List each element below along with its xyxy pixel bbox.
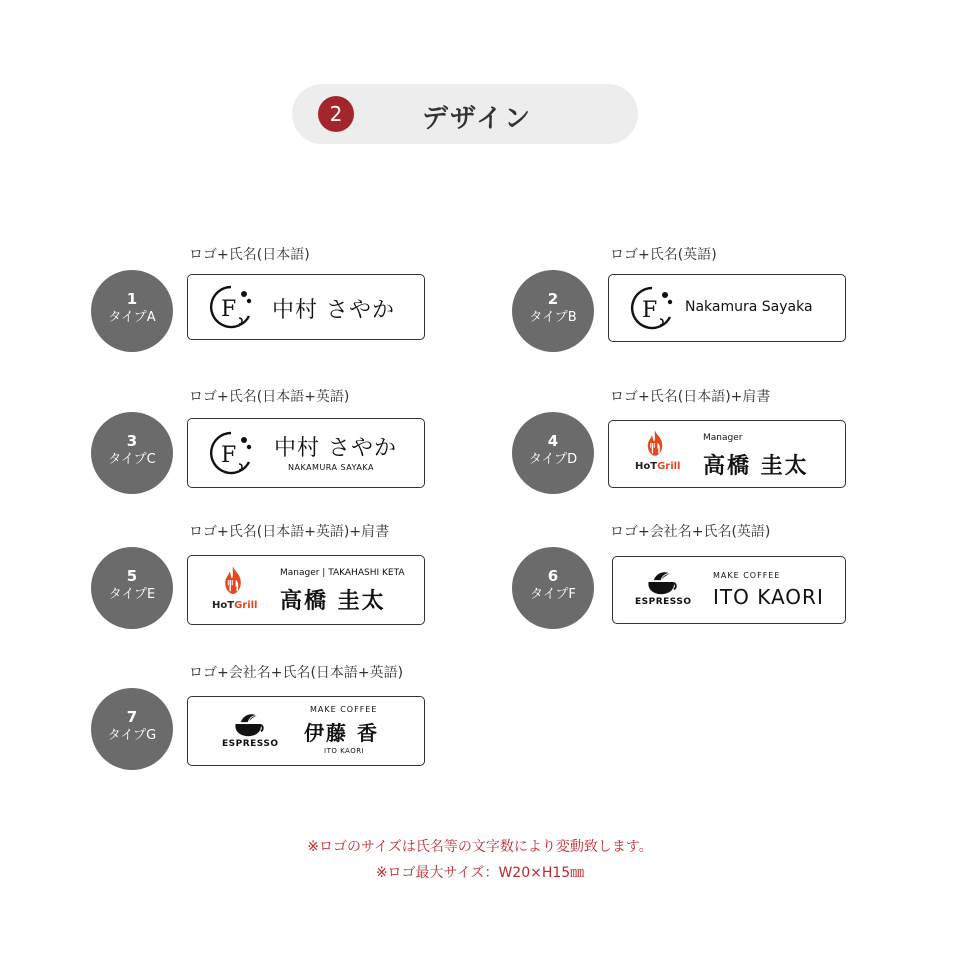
section-header <box>292 84 638 144</box>
type-number: 4 <box>547 432 559 450</box>
company-name: MAKE COFFEE <box>310 705 378 714</box>
note-logo-size-varies: ※ロゴのサイズは氏名等の文字数により変動致します。 <box>307 839 653 855</box>
type-caption: ロゴ+氏名(日本語)+肩書 <box>610 389 771 405</box>
type-label: タイプG <box>107 728 157 743</box>
name-plate <box>187 418 425 488</box>
type-number: 1 <box>126 290 138 308</box>
name-plate <box>187 696 425 766</box>
coffee-cup-logo-icon <box>230 711 270 737</box>
name-japanese: 中村 さやか <box>274 436 397 461</box>
type-badge <box>512 270 594 352</box>
type-number: 5 <box>126 567 138 585</box>
type-caption: ロゴ+会社名+氏名(日本語+英語) <box>189 665 404 681</box>
type-label: タイプD <box>528 452 578 467</box>
type-number: 7 <box>126 708 138 726</box>
type-caption: ロゴ+氏名(日本語) <box>189 247 310 263</box>
name-plate <box>187 555 425 625</box>
design-type-b <box>512 244 932 364</box>
type-label: タイプC <box>108 452 156 467</box>
name-plate <box>608 420 846 488</box>
flame-fork-logo-icon <box>220 565 246 595</box>
design-type-a <box>91 244 511 364</box>
type-label: タイプB <box>529 310 577 325</box>
f-cafe-logo-icon <box>208 284 254 330</box>
name-plate <box>187 274 425 340</box>
type-caption: ロゴ+氏名(日本語+英語) <box>189 389 350 405</box>
design-type-c <box>91 386 511 506</box>
section-title: デザイン <box>422 104 533 134</box>
job-title-romaji: Manager | TAKAHASHI KETA <box>280 568 405 578</box>
espresso-logo-text: ESPRESSO <box>222 739 279 749</box>
name-japanese: 高橋 圭太 <box>280 589 386 614</box>
type-caption: ロゴ+会社名+氏名(英語) <box>610 524 771 540</box>
type-number: 2 <box>547 290 559 308</box>
note-logo-max-size: ※ロゴ最大サイズ：W20×H15㎜ <box>375 865 585 881</box>
type-badge <box>91 270 173 352</box>
name-japanese: 伊藤 香 <box>304 721 379 745</box>
name-japanese: 高橋 圭太 <box>703 454 809 479</box>
name-english: Nakamura Sayaka <box>685 299 813 315</box>
coffee-cup-logo-icon <box>643 569 683 595</box>
name-plate <box>608 274 846 342</box>
design-type-f <box>512 521 932 641</box>
hotgrill-logo-text: HoTGrill <box>212 600 258 611</box>
type-badge <box>512 412 594 494</box>
f-cafe-logo-icon <box>629 285 675 331</box>
type-label: タイプE <box>108 587 156 602</box>
hotgrill-logo-text: HoTGrill <box>635 461 681 472</box>
design-type-d <box>512 386 932 506</box>
type-caption: ロゴ+氏名(英語) <box>610 247 717 263</box>
type-number: 6 <box>547 567 559 585</box>
section-number-badge: 2 <box>318 96 354 132</box>
flame-fork-logo-icon <box>643 429 667 457</box>
name-english: ITO KAORI <box>324 747 365 755</box>
type-label: タイプA <box>108 310 156 325</box>
f-cafe-logo-icon <box>208 430 254 476</box>
type-badge <box>91 547 173 629</box>
type-number: 3 <box>126 432 138 450</box>
type-badge <box>91 412 173 494</box>
name-english: ITO KAORI <box>713 585 824 609</box>
job-title: Manager <box>703 433 743 443</box>
type-label: タイプF <box>530 587 576 602</box>
type-caption: ロゴ+氏名(日本語+英語)+肩書 <box>189 524 390 540</box>
design-type-e <box>91 521 511 641</box>
name-english: NAKAMURA SAYAKA <box>288 463 374 472</box>
company-name: MAKE COFFEE <box>713 571 781 580</box>
name-plate <box>612 556 846 624</box>
type-badge <box>91 688 173 770</box>
design-type-g <box>91 662 511 782</box>
name-japanese: 中村 さやか <box>272 298 395 323</box>
type-badge <box>512 547 594 629</box>
espresso-logo-text: ESPRESSO <box>635 597 692 607</box>
